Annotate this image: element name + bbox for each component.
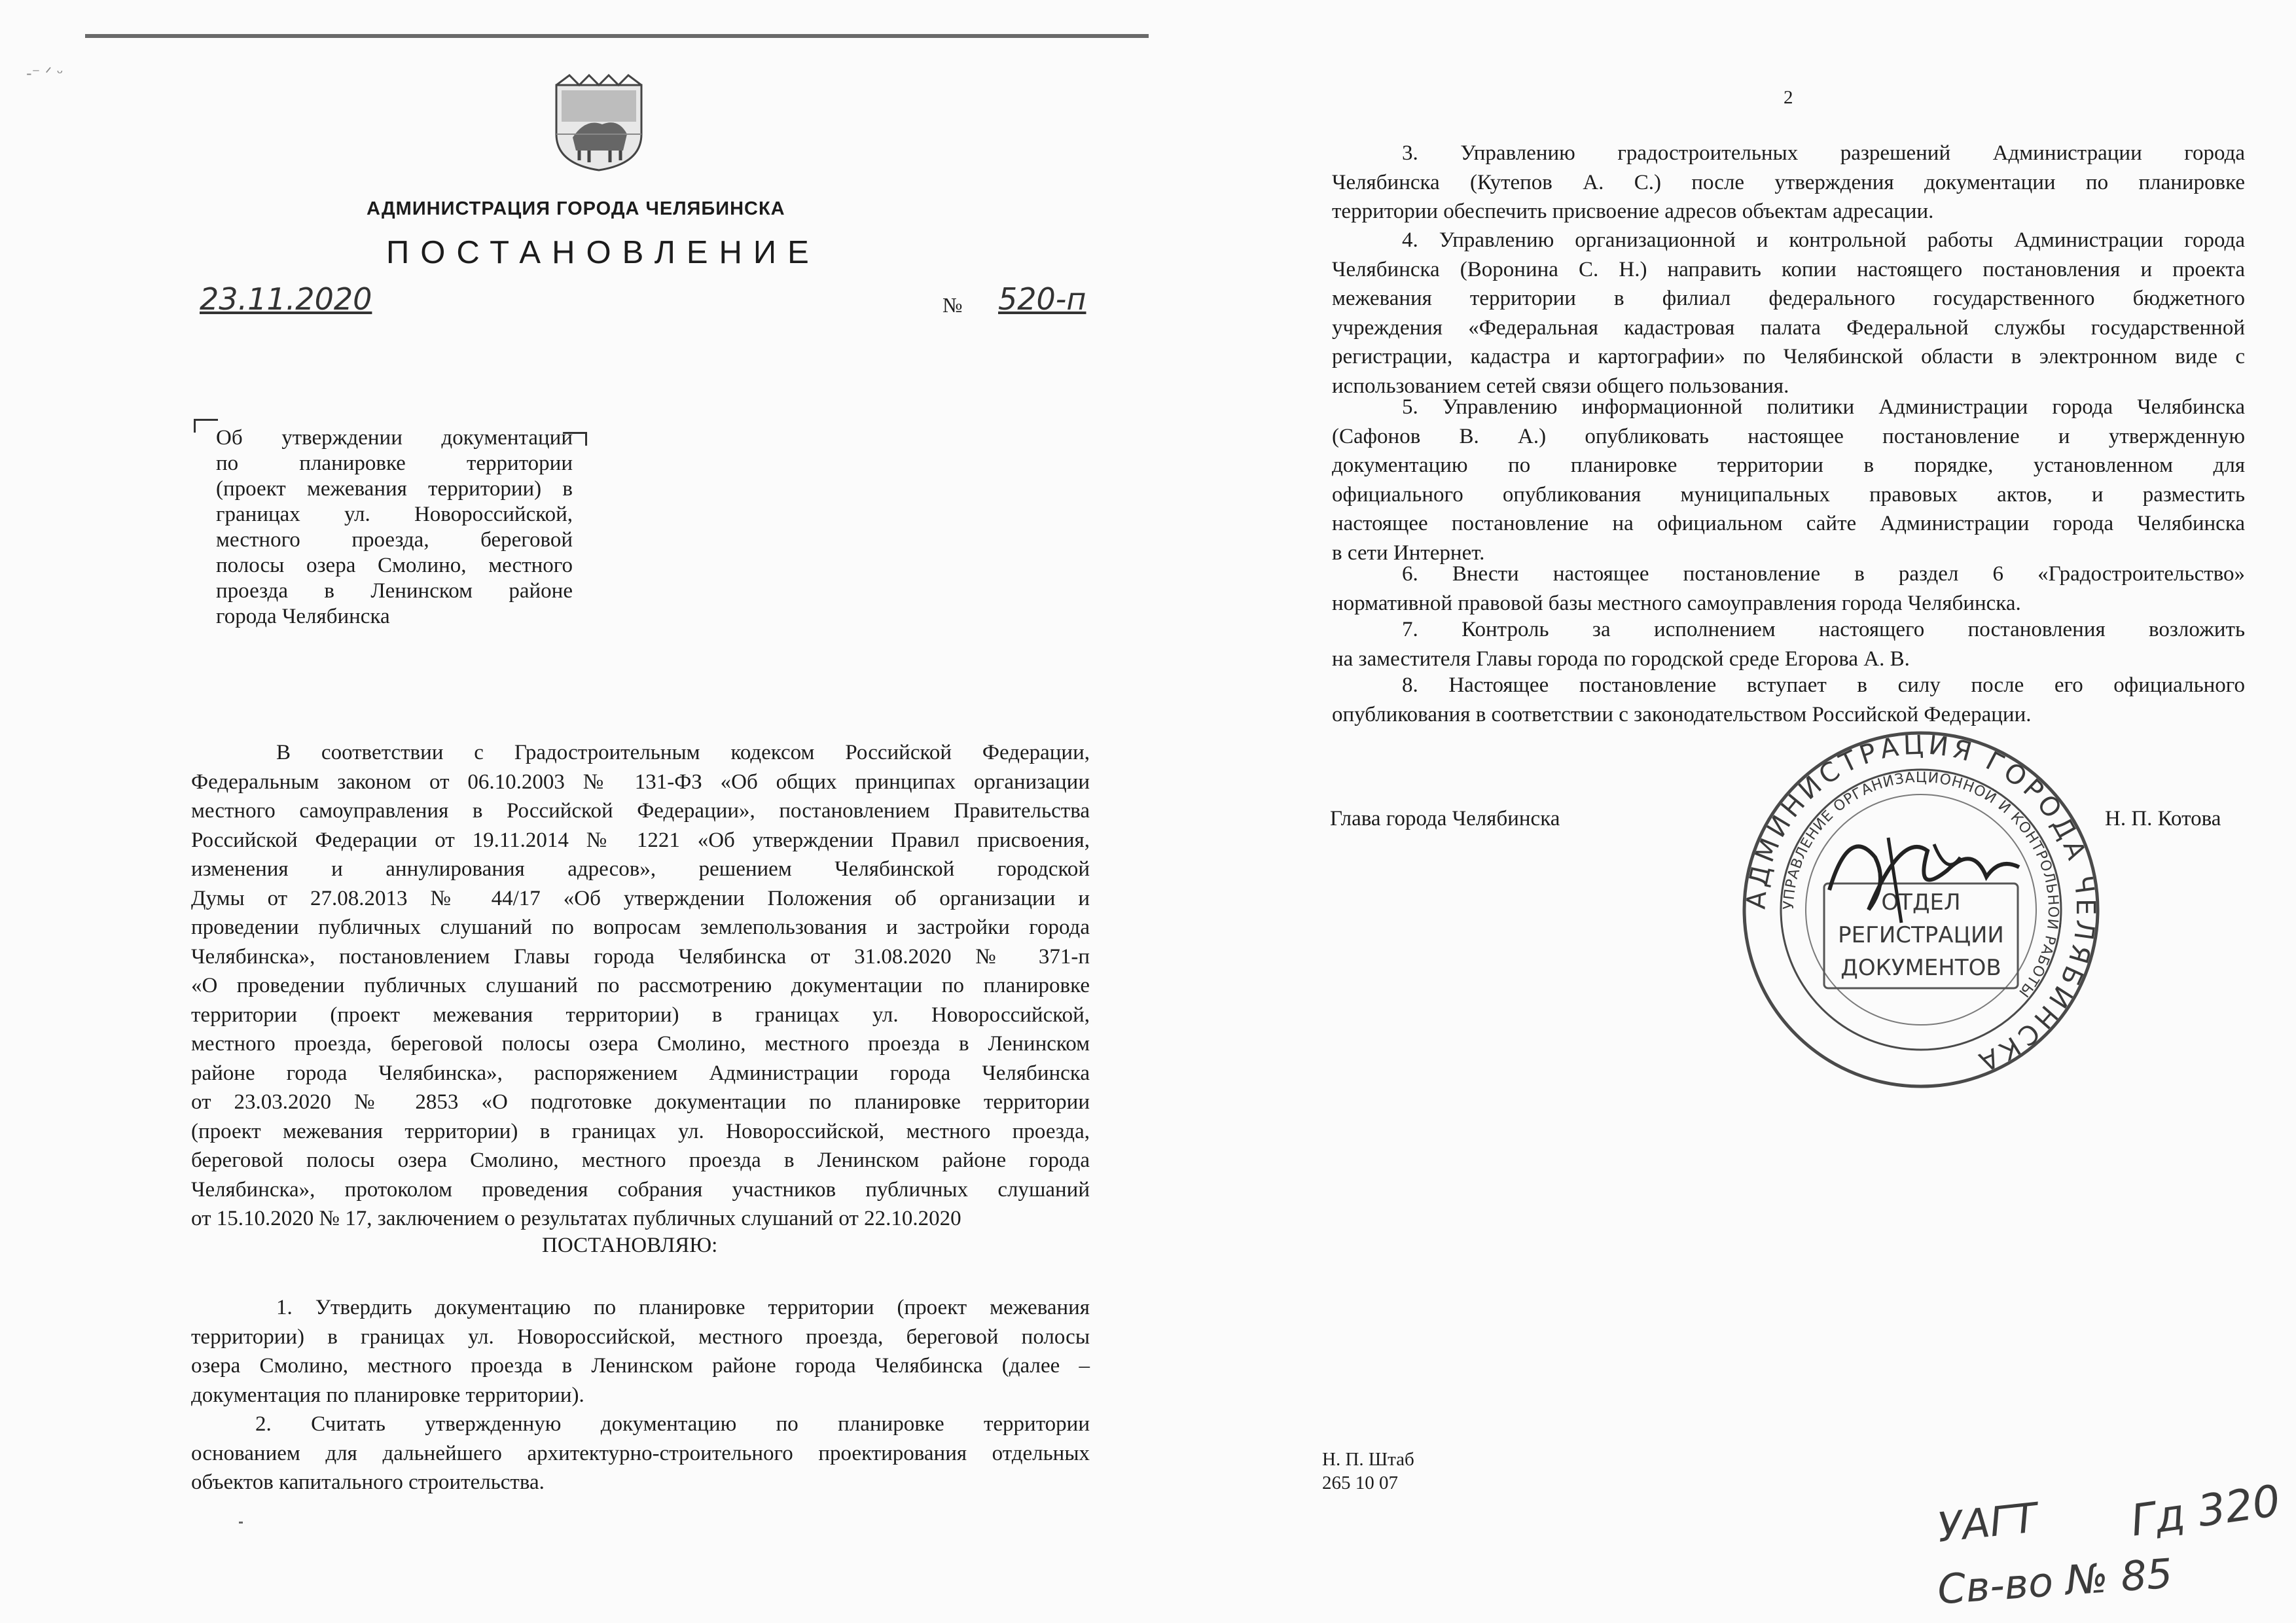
text-line: территории обеспечить присвоение адресов объектам адресации. bbox=[1332, 200, 1934, 223]
scan-speck: -⁻ ᐟ ᵕ bbox=[26, 64, 63, 82]
text-line: Челябинска», постановлением Главы города Челябинска от 31.08.2020 № 371-п bbox=[191, 944, 1090, 969]
text-line: изменения и аннулирования адресов», решением Челябинской городской bbox=[191, 857, 1090, 881]
item-6 bbox=[1332, 560, 2245, 618]
official-seal-icon bbox=[1738, 726, 2104, 1093]
seal-inner-text: УПРАВЛЕНИЕ ОРГАНИЗАЦИОННОЙ И КОНТРОЛЬНОЙ РАБОТЫ bbox=[1780, 769, 2062, 1001]
text-line: (проект межевания территории) в границах ул. Новороссийской, местного проезда, bbox=[191, 1119, 1090, 1143]
text-line: местного самоуправления в Российской Федерации», постановлением Правительства bbox=[191, 799, 1090, 823]
scan-speck bbox=[239, 1522, 243, 1524]
text-line: в сети Интернет. bbox=[1332, 541, 1485, 565]
text-line: озера Смолино, местного проезда в Ленинском районе города Челябинска (далее – bbox=[191, 1354, 1090, 1378]
page-number: 2 bbox=[1784, 87, 1793, 108]
text-line: местного проезда, береговой полосы озера Смолино, местного проезда в Ленинском bbox=[191, 1032, 1090, 1056]
text-line: (Сафонов В. А.) опубликовать настоящее постановление и утвержденную bbox=[1332, 424, 2245, 448]
handwritten-note: УАГТ bbox=[1935, 1493, 2040, 1552]
text-line: 4. Управлению организационной и контрольной работы Администрации города bbox=[1402, 228, 2245, 252]
subject-line: границах ул. Новороссийской, bbox=[216, 503, 573, 526]
executor-phone: 265 10 07 bbox=[1322, 1472, 1398, 1493]
text-line: 1. Утвердить документацию по планировке территории (проект межевания bbox=[276, 1296, 1090, 1319]
subject-bracket-left bbox=[194, 419, 218, 433]
text-line: на заместителя Главы города по городской среде Егорова А. В. bbox=[1332, 647, 1910, 671]
item-8 bbox=[1332, 671, 2245, 729]
text-line: документация по планировке территории). bbox=[191, 1383, 584, 1407]
subject-block bbox=[216, 425, 573, 630]
seal-outer-text: АДМИНИСТРАЦИЯ ГОРОДА ЧЕЛЯБИНСКА bbox=[1741, 730, 2101, 1079]
text-line: В соответствии с Градостроительным кодексом Российской Федерации, bbox=[276, 741, 1090, 764]
text-line: территории) в границах ул. Новороссийской, местного проезда, береговой полосы bbox=[191, 1325, 1090, 1349]
item-7 bbox=[1332, 615, 2245, 673]
text-line: межевания территории в филиал федерального государственного бюджетного bbox=[1332, 287, 2245, 310]
subject-line: полосы озера Смолино, местного bbox=[216, 554, 573, 577]
text-line: регистрации, кадастра и картографии» по Челябинской области в электронном виде с bbox=[1332, 345, 2245, 368]
seal-center-line: ОТДЕЛ bbox=[1881, 889, 1961, 916]
subject-line: города Челябинска bbox=[216, 605, 390, 628]
text-line: документацию по планировке территории в порядке, установленном для bbox=[1332, 454, 2245, 477]
item-1 bbox=[191, 1293, 1090, 1410]
subject-line: (проект межевания территории) в bbox=[216, 477, 573, 501]
executor-block bbox=[1322, 1448, 1414, 1495]
signatory-name: Н. П. Котова bbox=[2105, 807, 2221, 830]
coat-of-arms-icon bbox=[550, 72, 648, 173]
text-line: опубликования в соответствии с законодательством Российской Федерации. bbox=[1332, 702, 2032, 726]
number-label: № bbox=[942, 293, 963, 317]
text-line: Думы от 27.08.2013 № 44/17 «Об утверждении Положения об организации и bbox=[191, 886, 1090, 910]
handwritten-note: Гд 320 bbox=[2127, 1475, 2284, 1546]
text-line: 7. Контроль за исполнением настоящего постановления возложить bbox=[1402, 618, 2245, 641]
text-line: 5. Управлению информационной политики Администрации города Челябинска bbox=[1402, 395, 2245, 419]
text-line: 8. Настоящее постановление вступает в силу после его официального bbox=[1402, 673, 2245, 697]
subject-line: местного проезда, береговой bbox=[216, 528, 573, 552]
text-line: береговой полосы озера Смолино, местного проезда в Ленинском районе города bbox=[191, 1149, 1090, 1172]
text-line: территории (проект межевания территории) в границах ул. Новороссийской, bbox=[191, 1003, 1090, 1027]
text-line: от 15.10.2020 № 17, заключением о результатах публичных слушаний от 22.10.2020 bbox=[191, 1207, 961, 1230]
text-line: Челябинска (Кутепов А. С.) после утверждения документации по планировке bbox=[1332, 170, 2245, 194]
text-line: объектов капитального строительства. bbox=[191, 1471, 545, 1494]
scan-top-edge bbox=[85, 34, 1149, 38]
text-line: Челябинска (Воронина С. Н.) направить копии настоящего постановления и проекта bbox=[1332, 257, 2245, 281]
preamble-paragraph bbox=[191, 738, 1090, 1234]
item-2 bbox=[191, 1410, 1090, 1497]
handwritten-date: 23.11.2020 bbox=[200, 281, 372, 317]
text-line: «О проведении публичных слушаний по рассмотрению документации по планировке bbox=[191, 974, 1090, 997]
text-line: 2. Считать утвержденную документацию по планировке территории bbox=[255, 1412, 1090, 1436]
item-4 bbox=[1332, 226, 2245, 401]
text-line: Российской Федерации от 19.11.2014 № 1221 «Об утверждении Правил присвоения, bbox=[191, 828, 1090, 852]
signatory-position: Глава города Челябинска bbox=[1330, 807, 1560, 830]
subject-line: по планировке территории bbox=[216, 452, 573, 475]
organization-name: АДМИНИСТРАЦИЯ ГОРОДА ЧЕЛЯБИНСКА bbox=[367, 198, 785, 219]
text-line: 6. Внести настоящее постановление в раздел 6 «Градостроительство» bbox=[1402, 562, 2245, 586]
text-line: официального опубликования муниципальных правовых актов, и разместить bbox=[1332, 482, 2245, 507]
subject-line: проезда в Ленинском районе bbox=[216, 579, 573, 603]
text-line: районе города Челябинска», распоряжением Администрации города Челябинска bbox=[191, 1061, 1090, 1085]
seal-center-line: ДОКУМЕНТОВ bbox=[1840, 955, 2001, 981]
text-line: использованием сетей связи общего пользования. bbox=[1332, 374, 1789, 398]
handwritten-note: Св-во № 85 bbox=[1935, 1549, 2174, 1614]
item-5 bbox=[1332, 393, 2245, 567]
text-line: 3. Управлению градостроительных разрешений Администрации города bbox=[1402, 141, 2245, 165]
subject-line: Об утверждении документации bbox=[216, 426, 573, 450]
seal-center-line: РЕГИСТРАЦИИ bbox=[1838, 922, 2004, 948]
text-line: настоящее постановление на официальном сайте Администрации города Челябинска bbox=[1332, 512, 2245, 535]
text-line: от 23.03.2020 № 2853 «О подготовке документации по планировке территории bbox=[191, 1090, 1090, 1114]
text-line: проведении публичных слушаний по вопросам землепользования и застройки города bbox=[191, 916, 1090, 939]
text-line: нормативной правовой базы местного самоуправления города Челябинска. bbox=[1332, 591, 2021, 615]
decree-heading: ПОСТАНОВЛЯЮ: bbox=[542, 1234, 718, 1257]
executor-name: Н. П. Штаб bbox=[1322, 1449, 1414, 1470]
handwritten-number: 520-п bbox=[998, 281, 1086, 317]
text-line: Челябинска», протоколом проведения собрания участников публичных слушаний bbox=[191, 1177, 1090, 1202]
document-title: ПОСТАНОВЛЕНИЕ bbox=[386, 235, 820, 270]
text-line: основанием для дальнейшего архитектурно-строительного проектирования отдельных bbox=[191, 1441, 1090, 1465]
text-line: Федеральным законом от 06.10.2003 № 131-ФЗ «Об общих принципах организации bbox=[191, 770, 1090, 794]
text-line: учреждения «Федеральная кадастровая палата Федеральной службы государственной bbox=[1332, 315, 2245, 340]
item-3 bbox=[1332, 139, 2245, 226]
